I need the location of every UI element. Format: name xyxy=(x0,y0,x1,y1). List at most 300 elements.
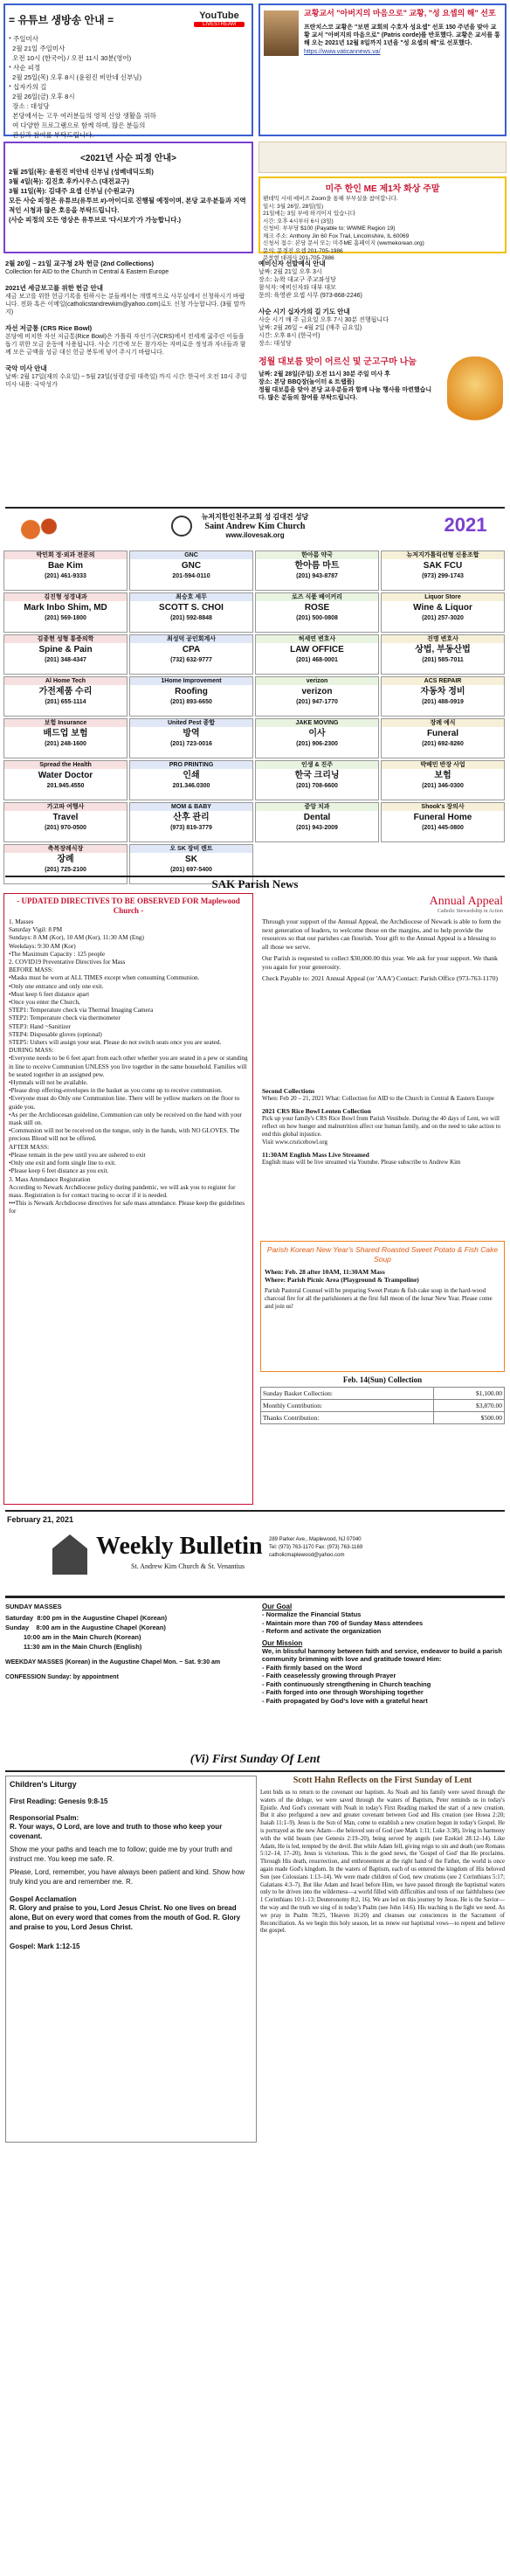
ad-phone: (201) 569-1800 xyxy=(45,615,86,621)
church-building-icon xyxy=(52,1534,87,1575)
ad-phone: (201) 461-9333 xyxy=(45,573,86,579)
church-name-en: Saint Andrew Kim Church xyxy=(204,522,306,531)
psalm-line: Please, Lord, remember, you have always been patient and kind. Show how truly kind you are and remember me. R. xyxy=(10,1868,247,1886)
tax-title: 2021년 세금보고를 위한 헌금 안내 xyxy=(5,284,103,292)
ad-card xyxy=(255,718,379,758)
ad-phone: (201) 248-1600 xyxy=(45,741,86,747)
youtube-schedule-line: * 사순 피정 xyxy=(9,64,41,72)
mee-line: 시간: 오후 4시부터 6시 (3일) xyxy=(263,218,334,225)
ad-card xyxy=(129,760,253,800)
sak-news-title: SAK Parish News xyxy=(211,877,299,890)
ad-name: verizon xyxy=(301,687,333,696)
gugak-title: 국악 미사 안내 xyxy=(5,364,47,372)
directive-line: •The Maximum Capacity : 125 people xyxy=(9,950,106,958)
youtube-schedule-line: 여 다양한 프로그램으로 함께 하며, 많은 분들의 xyxy=(9,121,146,129)
ad-name: SK xyxy=(185,855,197,864)
bulletin-title: Weekly Bulletin xyxy=(96,1533,263,1560)
ad-name: 상법, 부동산법 xyxy=(415,645,471,654)
ad-phone: (201) 585-7011 xyxy=(422,657,464,663)
directive-line: •Everyone must do Only one Communion line. There will be yellow markers on the floor to guide you. xyxy=(9,1095,242,1111)
ad-card xyxy=(381,592,505,633)
ad-phone: (201) 893-6650 xyxy=(170,699,212,705)
collection-row xyxy=(261,1388,505,1400)
gospel-acclamation-title: Gospel Acclamation xyxy=(10,1895,77,1903)
ad-card xyxy=(129,592,253,633)
directive-line: •Please drop offering-envelopes in the basket as you come up to receive communion. xyxy=(9,1087,223,1095)
ad-phone: (201) 947-1770 xyxy=(296,699,338,705)
goal-line: - Maintain more than 700 of Sunday Mass attendees xyxy=(262,1618,424,1627)
daeboreum-line: 정월 대보름을 맞아 본당 교우분들과 함께 나눔 행사를 마련했습니다. 많은 분들의 참여를 부탁드립니다. xyxy=(258,387,432,401)
ad-header: 한아름 약국 xyxy=(256,551,378,559)
retreat-title: <2021년 사순 피정 안내> xyxy=(80,154,176,163)
directives-list xyxy=(9,918,248,1216)
daeboreum-line: 장소: 본당 BBQ장(놀이터 & 트랩플) xyxy=(258,379,355,385)
ad-card xyxy=(129,551,253,591)
ad-header: 중앙 치과 xyxy=(256,803,378,811)
ad-card xyxy=(381,802,505,842)
ad-name: Dental xyxy=(303,813,331,822)
second-coll-en-title: Second Collections xyxy=(262,1087,315,1095)
notice-left xyxy=(5,259,250,503)
directive-line: BEFORE MASS: xyxy=(9,966,53,974)
ad-card xyxy=(3,676,128,717)
daeboreum-list xyxy=(258,370,438,402)
stations-line: 장소: 대성당 xyxy=(258,341,292,347)
youtube-schedule-line: 관심과 참여를 부탁드립니다. xyxy=(9,131,94,139)
ad-header: 축복장례식장 xyxy=(4,845,127,853)
psalm-list xyxy=(10,1845,252,1887)
retreat-line: 2월 25일(목): 윤원진 비안네 신부님 (성베네딕도회) xyxy=(9,168,154,176)
divider-bulletin-mid xyxy=(5,1596,505,1598)
mee-line: 문의: 문경진 요셉 201-705-1986 xyxy=(263,247,343,254)
directives-box xyxy=(3,893,253,1505)
second-collection-title: 2월 20일 ~ 21일 교구청 2차 헌금 (2nd Collections) xyxy=(5,260,155,267)
divider-ads-top xyxy=(5,507,505,509)
appeal-check: Check Payable to: 2021 Annual Appeal (or 'AAA') Contact: Parish Office (973-763-1170) xyxy=(262,974,498,982)
collection-row xyxy=(261,1412,505,1424)
ad-name: Roofing xyxy=(175,687,208,696)
youtube-schedule-line: 2월 25일(목) 오후 8시 (윤원진 비안네 신부님) xyxy=(9,73,142,81)
ad-name: 한국 크리닝 xyxy=(294,771,340,780)
ad-name: 배드업 보험 xyxy=(43,729,88,738)
directive-line: Saturday Vigil: 8 PM xyxy=(9,926,63,934)
ad-name: LAW OFFICE xyxy=(290,645,344,654)
ad-name: Mark Inbo Shim, MD xyxy=(24,603,107,613)
ox-icon xyxy=(447,357,503,426)
newyear-where: Where: Parish Picnic Area (Playground & Trampoline) xyxy=(265,1276,419,1284)
psalm-line: Show me your paths and teach me to follow; guide me by your truth and instruct me. You keep me safe. R. xyxy=(10,1845,235,1863)
autumn-leaf-icon xyxy=(12,514,73,545)
ad-phone: (201) 906-2300 xyxy=(296,741,338,747)
ad-card xyxy=(381,634,505,675)
directive-line: 1. Masses xyxy=(9,918,34,925)
directive-line: STEP1: Temperature check via Thermal Imaging Camera xyxy=(9,1007,154,1014)
directive-line: •Once you enter the Church, xyxy=(9,999,80,1007)
ad-phone: (201) 488-0919 xyxy=(422,699,464,705)
stations-title: 사순 시기 십자가의 길 기도 안내 xyxy=(258,308,350,315)
newyear-title: Parish Korean New Year's Shared Roasted Sweet Potato & Fish Cake Soup xyxy=(266,1245,499,1264)
directive-line: Weekdays: 9:30 AM (Kor) xyxy=(9,942,76,950)
patris-corde-title: 교황교서 "아버지의 마음으로" 교황, "성 요셉의 해" 선포 xyxy=(304,9,496,17)
crs-text: Pick up your family's CRS Rice Bowl from Parish Vestibule. During the 40 days of Lent, we will reflect on how hunger and malnutrition affect our human family, and on the need to take action to end this global injustice. xyxy=(262,1115,501,1138)
ad-header: Spread the Health xyxy=(4,761,127,769)
newyear-box xyxy=(260,1241,505,1372)
retreat-list xyxy=(9,167,248,225)
stations-line: 사순 시기 매 주 금요일 오후 7시 30분 진행됩니다 xyxy=(258,317,389,323)
ad-name: Funeral xyxy=(426,729,459,738)
church-logo-icon xyxy=(171,516,192,537)
collection-amount: $500.00 xyxy=(433,1412,504,1424)
divider-liturgy xyxy=(5,1770,505,1772)
daeboreum-box xyxy=(258,357,505,402)
hahn-box xyxy=(260,1776,505,2317)
ad-phone: (201) 257-3020 xyxy=(422,615,464,621)
ad-card xyxy=(255,551,379,591)
ad-header: 오 SK 장비 렌트 xyxy=(130,845,252,853)
confession: CONFESSION Sunday: by appointment xyxy=(5,1674,119,1680)
mission-list xyxy=(262,1647,505,1706)
youtube-schedule-list xyxy=(9,34,248,140)
directive-line: •As per the Archdiocesan guideline, Communion can only be received on the hand with your mask still on. xyxy=(9,1111,244,1127)
ad-phone: 201-594-0110 xyxy=(172,573,210,579)
ad-header: 1Home Improvement xyxy=(130,677,252,685)
ad-header: United Pest 종합 xyxy=(130,719,252,727)
ad-name: SCOTT S. CHOI xyxy=(159,603,224,613)
youtube-logo-text: YouTube xyxy=(199,10,239,21)
sunday-mass-row: 10:00 am in the Main Church (Korean) xyxy=(5,1633,141,1641)
directive-line: •Only one entrance and only one exit. xyxy=(9,982,104,990)
church-name-ko: 뉴저지한인천주교회 성 김대건 성당 xyxy=(201,513,309,521)
directive-line: AFTER MASS: xyxy=(9,1143,50,1151)
eng-live-title: 11:30AM English Mass Live Streamed xyxy=(262,1151,369,1159)
eng-live-text: English mass will be live streamed via Youtube. Please subscribe to Andrew Kim xyxy=(262,1159,461,1166)
directive-line: STEP3: Hand ~Sanitizer xyxy=(9,1022,71,1030)
ad-phone: (973) 299-1743 xyxy=(422,573,464,579)
youtube-schedule-line: * 주일미사 xyxy=(9,35,38,43)
directive-line: •Please remain in the pew until you are ushered to exit xyxy=(9,1151,146,1159)
childrens-title: Children's Liturgy xyxy=(10,1780,77,1789)
directive-line: •Communion will not be received on the tongue, only in the hands, with NO GLOVES. The precious Blood will not be offered. xyxy=(9,1127,242,1143)
rice-bowl-title: 자선 저금통 (CRS Rice Bowl) xyxy=(5,324,93,332)
second-coll-en xyxy=(262,1087,505,1167)
ad-name: Travel xyxy=(52,813,79,822)
ad-name: Water Doctor xyxy=(38,771,93,780)
directive-line: STEP2: Temperature check via thermometer xyxy=(9,1014,121,1022)
youtube-schedule-line: 본당에서는 고우 여러분들의 영적 신앙 생활을 위하 xyxy=(9,112,156,120)
stations-line: 날짜: 2월 26일 ~ 4월 2일 (매주 금요일) xyxy=(258,325,362,331)
daeboreum-title: 정월 대보름 맞이 어르신 및 군고구마 나눔 xyxy=(258,357,417,367)
ad-name: Funeral Home xyxy=(413,813,472,822)
ad-header: 최성덕 공인회계사 xyxy=(130,635,252,643)
ad-header: 허세연 변호사 xyxy=(256,635,378,643)
collection-row xyxy=(261,1400,505,1412)
catechumen-line: 문의: 육영관 요셉 사무 (973-868-2246) xyxy=(258,293,362,299)
sunday-masses-list xyxy=(5,1613,257,1652)
ad-card xyxy=(129,718,253,758)
ad-header: 박민희 정·외과 전문의 xyxy=(4,551,127,559)
directive-line: •Only one exit and form single line to exit. xyxy=(9,1160,116,1167)
collection-title: Feb. 14(Sun) Collection xyxy=(342,1375,423,1384)
mee-line: 체크 주소: Anthony Jin 60 Fox Trail, Lincolnshire, IL 60069 xyxy=(263,232,410,239)
ad-header: Al Home Tech xyxy=(4,677,127,685)
ad-header: PRO PRINTING xyxy=(130,761,252,769)
ad-card xyxy=(3,718,128,758)
ad-card xyxy=(129,634,253,675)
collection-amount: $1,100.00 xyxy=(433,1388,504,1400)
gospel-acclamation: R. Glory and praise to you, Lord Jesus Christ. No one lives on bread alone, But on every word that comes from the mouth of God. R. Glory and praise to you, Lord Jesus Christ. xyxy=(10,1904,241,1931)
ad-header: 최승호 세무 xyxy=(130,593,252,601)
ad-phone: (201) 655-1114 xyxy=(45,699,86,705)
ad-name: 장례 xyxy=(57,855,74,864)
ad-header: 로즈 식품 베이커리 xyxy=(256,593,378,601)
hahn-text: Lent bids us to return to the covenant our baptism. As Noah and his family were saved through the waters of the deluge, we were saved through the waters of Baptism, Peter reminds us in today's Epistle. And God's covenant with Noah in today's First Reading marked the start of a new creation. But it also prefigured a new and greater covenant between God and His creation (see Hosea 2:20; Isaiah 11:1–9). Jesus is the Son of Man, come to establish a new creation begun in today's Gospel. He is portrayed as the new Adam—the beloved son of God (see Mark 1:11; Luke 3:38), living in harmony with the wild beasts (see Genesis 2:19–20), being served by angels (see Ezekiel 28:12–14). Like Adam, He is led, tempted by the devil. But while Adam fell, giving reign to sin and death (see Romans 5:12–14, 17–20), Jesus is victorious. This is the good news, the 'Gospel of God' that He proclaims. Through His death, resurrection, and enthronement at the right hand of the Father, the world is once again made God's kingdom. In the waters of Baptism, each of us entered the kingdom of His beloved Son (see Colossians 1:13–14). We were made children of God, new creations (see 2 Corinthians 5:17; Galatians 4:3–7). But like Adam and Israel before Him, we have passed through the baptismal waters only to be driven into the wilderness—a world filled with difficulties and tests of our faithfulness (see 1 Corinthians 10:1–13; Deuteronomy 8:2, 16). We are led on this journey by Jesus. He is the Savior—the way and the truth we sing of in today's Psalm (see John 14:6). His teaching is the light we need. As we pray in Psalm 78:25, 'Heaven 16:20) and cleanses our consciences in the Sacrament of Reconciliation. As we begin this holy season, let us renew our baptismal vows—to repent and believe the gospel. xyxy=(260,1790,505,1935)
bulletin-subtitle: St. Andrew Kim Church & St. Venantius xyxy=(131,1562,245,1570)
appeal-goal: Our Parish is requested to collect $30,000.00 this year. We ask for your support. We thank you again for your generosity. xyxy=(262,954,498,971)
ad-header: 김종현 성형 통증의학 xyxy=(4,635,127,643)
youtube-schedule-line: 장소 : 대성당 xyxy=(9,102,50,110)
mee-line: 문창현 대레사 201-705-7886 xyxy=(263,255,334,261)
ad-header: 뉴저지가톨릭선형 신용조합 xyxy=(382,551,504,559)
directive-line: 3. Mass Attendance Registration xyxy=(9,1175,91,1183)
retreat-line: 3월 4일(목): 김진호 후카시우스 (대전교구) xyxy=(9,177,129,185)
top-right-box xyxy=(258,3,507,136)
rice-bowl-text: 본당에 비치한 자선 저금통(Rice Bowl)은 가톨릭 자선기구(CRS)에서 전세계 굶주린 이들을 돕기 위한 모금 운동에 사용됩니다. 사순 기간에 모든 참가자는 자비로운 정성과 자녀들과 함께 모은 금액을 성금 대신 헌금 봉투에 넣어 주시기 바랍니다. xyxy=(5,334,246,356)
first-sunday-heading: (Vi) First Sunday Of Lent xyxy=(190,1753,320,1766)
mission-line: - Faith forged into one through Worshiping together xyxy=(262,1688,424,1696)
ad-phone: (201) 697-5400 xyxy=(170,867,212,873)
bulletin-address: 289 Parker Ave., Maplewood, NJ 07040 xyxy=(269,1537,362,1542)
appeal-box xyxy=(258,893,507,1085)
ad-phone: (201) 723-0016 xyxy=(170,741,212,747)
mission-line: - Faith propagated by God's love with a grateful heart xyxy=(262,1696,428,1705)
ad-card xyxy=(3,634,128,675)
mee-line: 일시: 3월 26일, 28일(일) xyxy=(263,203,324,210)
ad-header: 장례 예식 xyxy=(382,719,504,727)
ad-name: CPA xyxy=(182,645,201,654)
mission-title: Our Mission xyxy=(262,1638,303,1647)
sunday-mass-row: Sunday 8:00 am in the Augustine Chapel (Korean) xyxy=(5,1624,166,1631)
mee-line: 21일에는 3일 부에 하겨이지 있습니다 xyxy=(263,211,355,217)
goal-title: Our Goal xyxy=(262,1603,293,1610)
stations-line: 시간: 오후 8시 (한국어) xyxy=(258,333,320,339)
crs-url[interactable]: Visit www.crsricebowl.org xyxy=(262,1139,328,1146)
directive-line: •Everyone needs to be 6 feet apart from each other whether you are seated in a pew or standing in line to receive Communion UNLESS you live together in the same household. Families will be seated together in an assigned pew. xyxy=(9,1055,250,1078)
ad-card xyxy=(3,592,128,633)
youtube-schedule-line: 오전 10시 (한국어) / 오전 11시 30분(영어) xyxy=(9,54,132,62)
ad-header: JAKE MOVING xyxy=(256,719,378,727)
youtube-title: = 유튜브 생방송 안내 = xyxy=(9,14,114,26)
ad-card xyxy=(3,760,128,800)
ad-header: 박배민 반장 사업 xyxy=(382,761,504,769)
directive-line: •Must keep 6 feet distance apart xyxy=(9,990,90,998)
ad-phone: (201) 346-0300 xyxy=(422,783,464,789)
second-collection-sub: Collection for AID to the Church in Central & Eastern Europe xyxy=(5,269,169,275)
ad-name: GNC xyxy=(181,561,202,571)
ad-name: 한아름 마트 xyxy=(294,561,340,571)
ad-name: Bae Kim xyxy=(47,561,83,571)
collection-amount: $3,870.00 xyxy=(433,1400,504,1412)
youtube-schedule-line: * 십자가의 길 xyxy=(9,83,47,91)
directive-line: STEP4: Disposable gloves (optional) xyxy=(9,1030,102,1038)
ad-name: 자동차 정비 xyxy=(420,687,465,696)
ad-phone: 201.346.0300 xyxy=(172,783,210,789)
first-reading: First Reading: Genesis 9:8-15 xyxy=(10,1797,108,1805)
mee-line: 신청서 접수: 본당 문서 또는 미주ME 홈페이지 (wwmekorean.org) xyxy=(263,240,424,246)
mission-line: - Faith ceaselessly growing through Prayer xyxy=(262,1672,396,1679)
directive-line: DURING MASS: xyxy=(9,1047,54,1055)
newyear-when: When: Feb. 28 after 10AM, 11:30AM Mass xyxy=(265,1268,385,1276)
mee-line: 팬데믹 시대 예비즈 Zoom을 통해 부부실을 참여합니다. xyxy=(263,196,398,202)
catechumen-title: 예비신자 선발예식 안내 xyxy=(258,260,326,267)
appeal-sub: Catholic Stewardship in Action xyxy=(437,909,503,914)
ad-header: MOM & BABY xyxy=(130,803,252,811)
top-left-box xyxy=(3,3,253,139)
ad-phone: (201) 500-0808 xyxy=(296,615,338,621)
ad-header: 진명 변호사 xyxy=(382,635,504,643)
ad-card xyxy=(381,676,505,717)
directive-line: 2. COVID19 Preventative Directives for Mass xyxy=(9,959,126,966)
bulletin-header xyxy=(52,1531,507,1592)
vatican-news-link[interactable]: https://www.vaticannews.va/ xyxy=(304,49,381,55)
directive-line: According to Newark Archdiocese policy during pandemic, we will ask you to register for mass. Registration is for contact tracing to occur if it is needed. xyxy=(9,1183,238,1199)
daeboreum-line: 날짜: 2월 28일(주일) 오전 11시 30분 주일 미사 후 xyxy=(258,371,390,377)
directive-line: •Hymnals will not be available. xyxy=(9,1079,88,1087)
ad-name: ROSE xyxy=(304,603,330,613)
ad-phone: (201) 943-8787 xyxy=(296,573,338,579)
hahn-title: Scott Hahn Reflects on the First Sunday of Lent xyxy=(293,1776,472,1785)
tax-text: 세금 보고를 위한 헌금기록을 원하시는 분들께서는 개별적으로 사무실에서 신청하시기 바랍니다. 전화 혹은 이메일(catholicstandrewkim@yahoo.com)로도 신청 가능합니다. (3월 말까지) xyxy=(5,294,245,315)
ad-name: SAK FCU xyxy=(423,561,463,571)
retreat-box xyxy=(3,142,253,253)
ad-header: ACS REPAIR xyxy=(382,677,504,685)
ad-phone: (201) 592-8848 xyxy=(170,615,212,621)
ad-name: 산후 관리 xyxy=(173,813,210,822)
ad-phone: (732) 632-9777 xyxy=(170,657,212,663)
second-coll-en-text: When: Feb 20 – 21, 2021 What: Collection for AID to the Church in Central & Eastern Europe xyxy=(262,1095,494,1102)
ad-card xyxy=(255,802,379,842)
goal-box xyxy=(262,1603,505,1705)
appeal-text: Through your support of the Annual Appeal, the Archdiocese of Newark is able to form the next generation of leaders, to welcome those on the margins, and to help provide the resources so that our parishes can flourish. Your gift to the Annual Appeal is a blessing to all those we serve. xyxy=(262,918,501,951)
pope-image xyxy=(264,10,299,56)
goal-line: - Normalize the Financial Status xyxy=(262,1610,362,1618)
ad-phone: (201) 348-4347 xyxy=(45,657,86,663)
catechumen-list xyxy=(258,268,505,300)
ad-phone: (201) 692-8260 xyxy=(422,741,464,747)
ad-name: Wine & Liquor xyxy=(413,603,472,613)
church-url[interactable]: www.ilovesak.org xyxy=(225,531,285,539)
year-2021-icon: 2021 xyxy=(444,514,487,536)
directive-line: •Masks must be worn at ALL TIMES except when consuming Communion. xyxy=(9,974,200,982)
collection-label: Monthly Contribution: xyxy=(261,1400,434,1412)
mission-line: - Faith continuously strengthening in Church teaching xyxy=(262,1679,431,1688)
youtube-schedule-line: 2월 26일(금) 오후 8시 xyxy=(9,93,75,100)
kim-daegun-banner xyxy=(258,142,507,173)
ad-phone: (201) 725-2100 xyxy=(45,867,86,873)
ad-phone: (201) 468-0001 xyxy=(296,657,338,663)
ad-card xyxy=(3,551,128,591)
catechumen-line: 날짜: 2월 21일 오후 3시 xyxy=(258,269,322,275)
collection-box xyxy=(260,1375,505,1445)
bulletin-tel: Tel: (973) 763-1170 Fax: (973) 763-1169 xyxy=(269,1545,363,1550)
ad-name: 인쇄 xyxy=(183,771,200,780)
ad-phone: (201) 943-2009 xyxy=(296,825,338,831)
retreat-line: 3월 11일(목): 김대주 요셉 신부님 (수원교구) xyxy=(9,187,134,195)
ad-header: verizon xyxy=(256,677,378,685)
ad-header: 가고파 여행사 xyxy=(4,803,127,811)
notice-right xyxy=(258,259,505,503)
catechumen-line: 참석자: 예비신자와 대부 대모 xyxy=(258,285,336,291)
catechumen-line: 장소: 뉴왁 대교구 주교좌성당 xyxy=(258,277,336,283)
collection-table xyxy=(260,1387,505,1424)
ad-card xyxy=(381,718,505,758)
ad-phone: (973) 819-3779 xyxy=(170,825,212,831)
appeal-title: Annual Appeal xyxy=(429,895,503,908)
ad-header: 김진형 성경내과 xyxy=(4,593,127,601)
ad-phone: (201) 445-0800 xyxy=(422,825,464,831)
ad-name: 가전제품 수리 xyxy=(38,687,93,696)
mission-line: - Faith firmly based on the Word xyxy=(262,1663,362,1672)
ad-phone: 201.945.4550 xyxy=(46,783,85,789)
collection-label: Thanks Contribution: xyxy=(261,1412,434,1424)
ad-name: Spine & Pain xyxy=(38,645,93,654)
ad-name: 이사 xyxy=(308,729,326,738)
ad-name: 방역 xyxy=(183,729,200,738)
sunday-masses xyxy=(5,1603,257,1681)
stations-list xyxy=(258,316,505,348)
crs-title: 2021 CRS Rice Bowl Lenten Collection xyxy=(262,1107,371,1115)
ad-header: GNC xyxy=(130,551,252,559)
ads-header xyxy=(0,512,510,547)
weekday-masses: WEEKDAY MASSES (Korean) in the Augustine Chapel Mon. ~ Sat. 9:30 am xyxy=(5,1659,221,1665)
ads-grid xyxy=(3,551,507,874)
directive-line: •Please keep 6 feet distance as you exit. xyxy=(9,1167,109,1175)
ad-card xyxy=(381,551,505,591)
ad-header: Liquor Store xyxy=(382,593,504,601)
ad-card xyxy=(255,592,379,633)
ad-card xyxy=(255,676,379,717)
ad-phone: (201) 970-0500 xyxy=(45,825,86,831)
bulletin-email[interactable]: catholicmaplewood@yahoo.com xyxy=(269,1553,345,1558)
ad-card xyxy=(129,676,253,717)
gospel-reading: Gospel: Mark 1:12-15 xyxy=(10,1942,80,1950)
divider-bulletin-top xyxy=(5,1510,505,1512)
mee-list xyxy=(263,196,502,263)
psalm-title: Responsorial Psalm: xyxy=(10,1814,79,1822)
ad-header: 인생 & 진주 xyxy=(256,761,378,769)
ad-name: 보험 xyxy=(434,771,451,780)
directives-title: - UPDATED DIRECTIVES TO BE OBSERVED FOR Maplewood Church - xyxy=(17,897,240,915)
youtube-schedule-line: 2월 21일 주일미사 xyxy=(9,45,65,52)
mee-title: 미주 한인 ME 제1차 화상 주말 xyxy=(325,184,440,194)
youtube-livestream-label: LIVESTREAM xyxy=(194,22,245,27)
bulletin-date: February 21, 2021 xyxy=(7,1515,74,1524)
directive-line: •••This is Newark Archdiocese directives for safe mass attendance. Please keep the guidelines for xyxy=(9,1200,246,1215)
goal-line: - Reform and activate the organization xyxy=(262,1627,382,1635)
ad-card xyxy=(381,760,505,800)
directive-line: Sundays: 8 AM (Kor), 10 AM (Kor), 11:30 AM (Eng) xyxy=(9,934,144,942)
mee-box xyxy=(258,177,507,261)
collection-label: Sunday Basket Collection: xyxy=(261,1388,434,1400)
ad-header: 보험 Insurance xyxy=(4,719,127,727)
ad-card xyxy=(3,802,128,842)
goal-list xyxy=(262,1610,505,1636)
childrens-liturgy xyxy=(5,1776,257,2143)
newyear-text: Parish Pastoral Counsel will be preparing Sweet Potato & fish cake soup in the hard-wood charcoal fire for all the parishioners at the first full moon of the lunar New Year. Please come and join us! xyxy=(265,1287,493,1310)
bulletin-info xyxy=(269,1536,452,1560)
mee-line: 신청비: 부부당 $100 (Payable to: WWME Region 19) xyxy=(263,225,396,232)
mission-line: We, in blissful harmony between faith and service, endeavor to build a parish community brimming with love and gratitude toward Him: xyxy=(262,1646,505,1663)
retreat-line: 모든 사순 피정은 유튜브(유투브 #)-아이디로 진행될 예정이며, 본당 교우분들과 지역적인 시청과 많은 호응을 부탁드립니다. xyxy=(9,197,246,214)
